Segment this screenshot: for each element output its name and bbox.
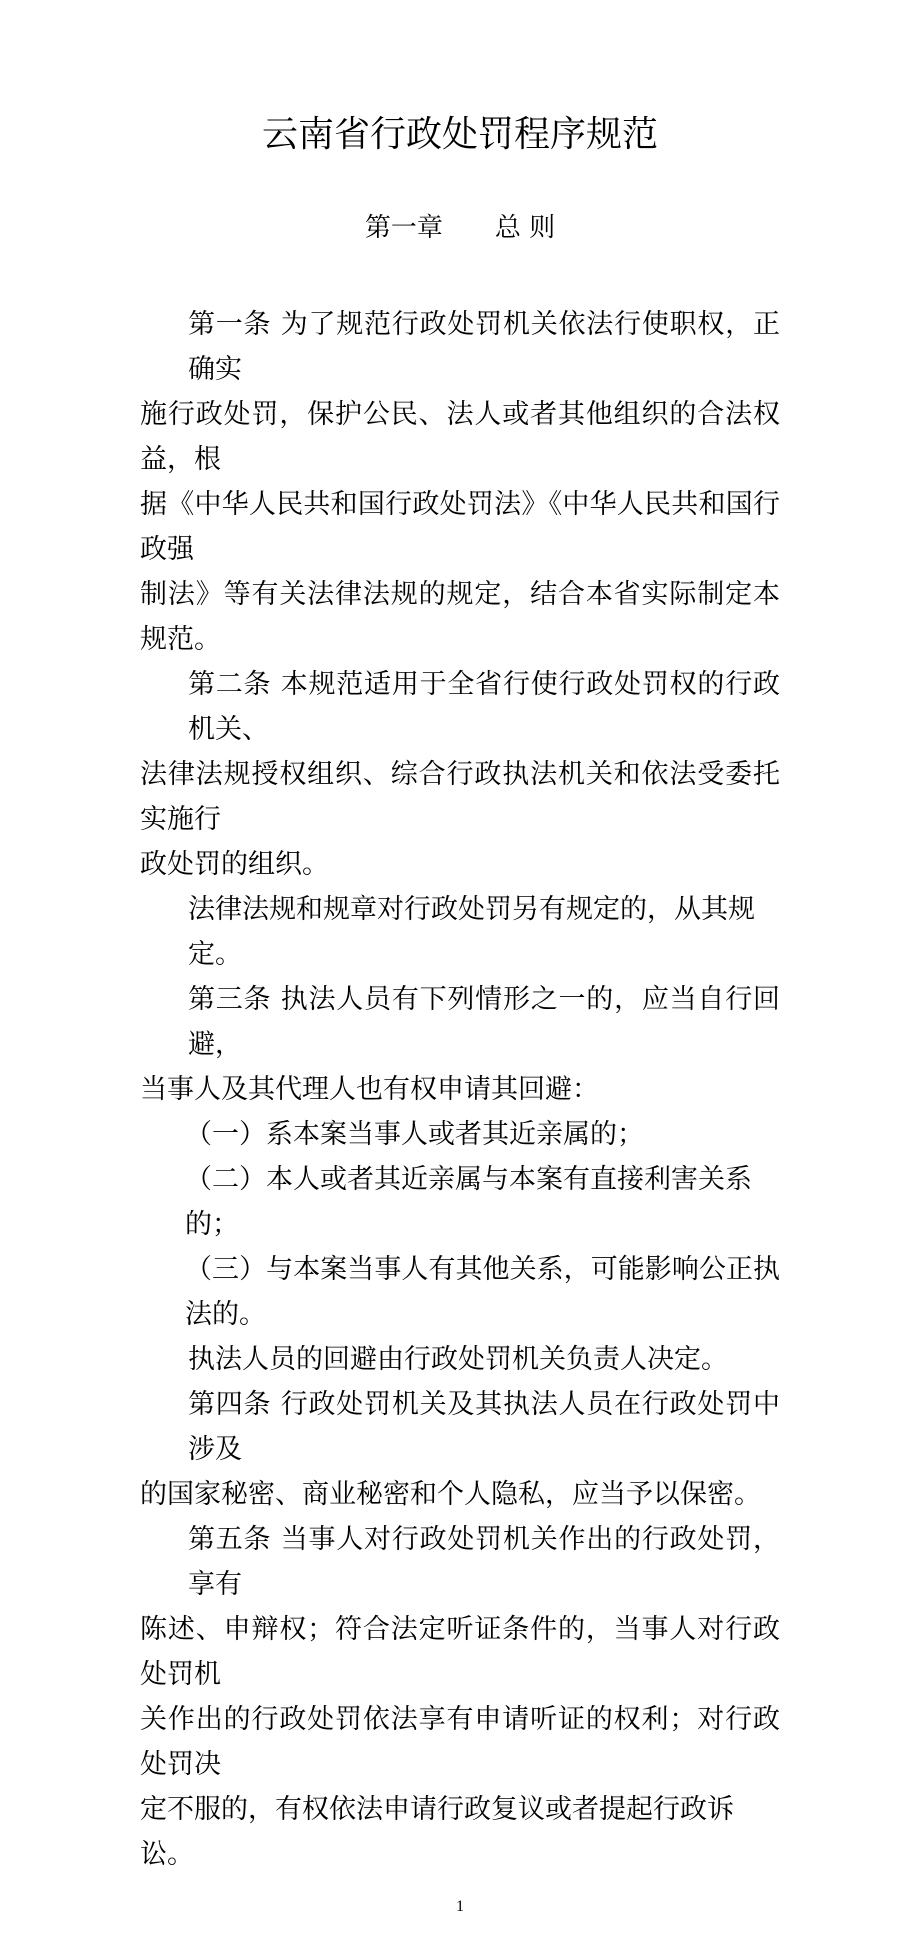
- text-line: 制法》等有关法律法规的规定，结合本省实际制定本规范。: [140, 579, 780, 655]
- text-line: 法律法规授权组织、综合行政执法机关和依法受委托实施行: [140, 759, 780, 835]
- list-item: （一）系本案当事人或者其近亲属的；: [185, 1119, 644, 1150]
- text-line: 政处罚的组织。: [140, 849, 329, 880]
- text-line: 法律法规和规章对行政处罚另有规定的，从其规定。: [188, 894, 755, 970]
- text-line-article-4: 第四条 行政处罚机关及其执法人员在行政处罚中涉及: [188, 1389, 780, 1465]
- text-line: 施行政处罚，保护公民、法人或者其他组织的合法权益，根: [140, 399, 780, 475]
- text-line: 定不服的，有权依法申请行政复议或者提起行政诉讼。: [140, 1794, 734, 1870]
- text-line-article-5: 第五条 当事人对行政处罚机关作出的行政处罚，享有: [188, 1524, 780, 1600]
- text-line: 执法人员的回避由行政处罚机关负责人决定。: [188, 1344, 728, 1375]
- text-line-article-2: 第二条 本规范适用于全省行使行政处罚权的行政机关、: [188, 669, 780, 745]
- document-title: 云南省行政处罚程序规范: [261, 114, 658, 155]
- document-body: [0, 302, 920, 1877]
- chapter-heading: 第一章 总 则: [364, 213, 556, 243]
- page-number: 1: [456, 1898, 464, 1915]
- text-line: 的国家秘密、商业秘密和个人隐私，应当予以保密。: [140, 1479, 761, 1510]
- list-item: （二）本人或者其近亲属与本案有直接利害关系的；: [185, 1164, 752, 1240]
- text-line-article-3: 第三条 执法人员有下列情形之一的，应当自行回避，: [188, 984, 780, 1060]
- text-line: 陈述、申辩权；符合法定听证条件的，当事人对行政处罚机: [140, 1614, 780, 1690]
- text-line-article-1: 第一条 为了规范行政处罚机关依法行使职权，正确实: [188, 309, 780, 385]
- list-item: （三）与本案当事人有其他关系，可能影响公正执法的。: [185, 1254, 780, 1330]
- text-line: 当事人及其代理人也有权申请其回避：: [140, 1074, 599, 1105]
- text-line: 据《中华人民共和国行政处罚法》《中华人民共和国行政强: [140, 489, 780, 565]
- text-line: 关作出的行政处罚依法享有申请听证的权利；对行政处罚决: [140, 1704, 780, 1780]
